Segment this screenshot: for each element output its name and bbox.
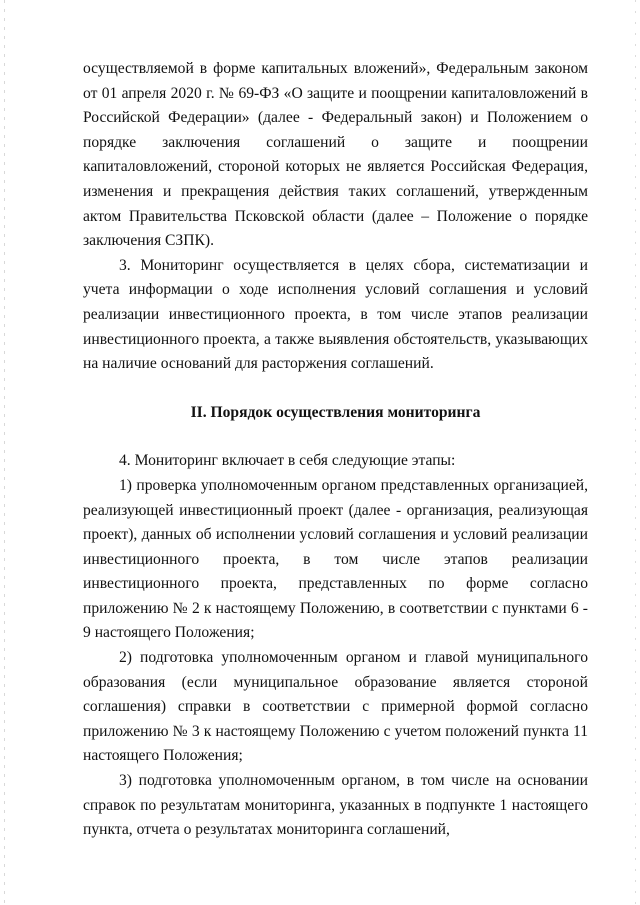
list-item-1: 1) проверка уполномоченным органом представленных организацией, реализующей инвестиционный проект (далее - организация, реализующая проект), данных об исполнении условий соглашения и условий реализации инвестиционного проекта, в том числе этапов реализации инвестиционного проекта, представленных по форме согласно приложению № 2 к настоящему Положению, в соответствии с пунктами 6 - 9 настоящего Положения; bbox=[83, 476, 588, 642]
paragraph-4: 4. Мониторинг включает в себя следующие этапы: bbox=[119, 452, 456, 470]
paragraph-3: 3. Мониторинг осуществляется в целях сбора, систематизации и учета информации о ходе исполнения условий соглашения и условий реализации инвестиционного проекта, в том числе этапов реализации инвестиционного проекта, а также выявления обстоятельств, указывающих на наличие оснований для расторжения соглашений. bbox=[83, 256, 588, 373]
spacer bbox=[83, 425, 588, 449]
document-body bbox=[83, 57, 588, 843]
scan-edge-left bbox=[4, 0, 5, 905]
scan-edge-right bbox=[635, 0, 636, 905]
list-item-3: 3) подготовка уполномоченным органом, в том числе на основании справок по результатам мониторинга, указанных в подпункте 1 настоящего пункта, отчета о результатах мониторинга соглашений, bbox=[83, 772, 588, 839]
spacer bbox=[83, 377, 588, 401]
paragraph-intro: осуществляемой в форме капитальных вложений», Федеральным законом от 01 апреля 2020 г. № 69-ФЗ «О защите и поощрении капиталовложений в Российской Федерации» (далее - Федеральный закон) и Положением о порядке заключения соглашений о защите и поощрении капиталовложений, стороной которых не является Российская Федерация, изменения и прекращения действия таких соглашений, утвержденным актом Правительства Псковской области (далее – Положение о порядке заключения СЗПК). bbox=[83, 60, 588, 250]
section-heading: II. Порядок осуществления мониторинга bbox=[190, 403, 481, 421]
list-item-2: 2) подготовка уполномоченным органом и главой муниципального образования (если муниципальное образование является стороной соглашения) справки в соответствии с примерной формой согласно приложению № 3 к настоящему Положению с учетом положений пункта 11 настоящего Положения; bbox=[83, 649, 588, 765]
